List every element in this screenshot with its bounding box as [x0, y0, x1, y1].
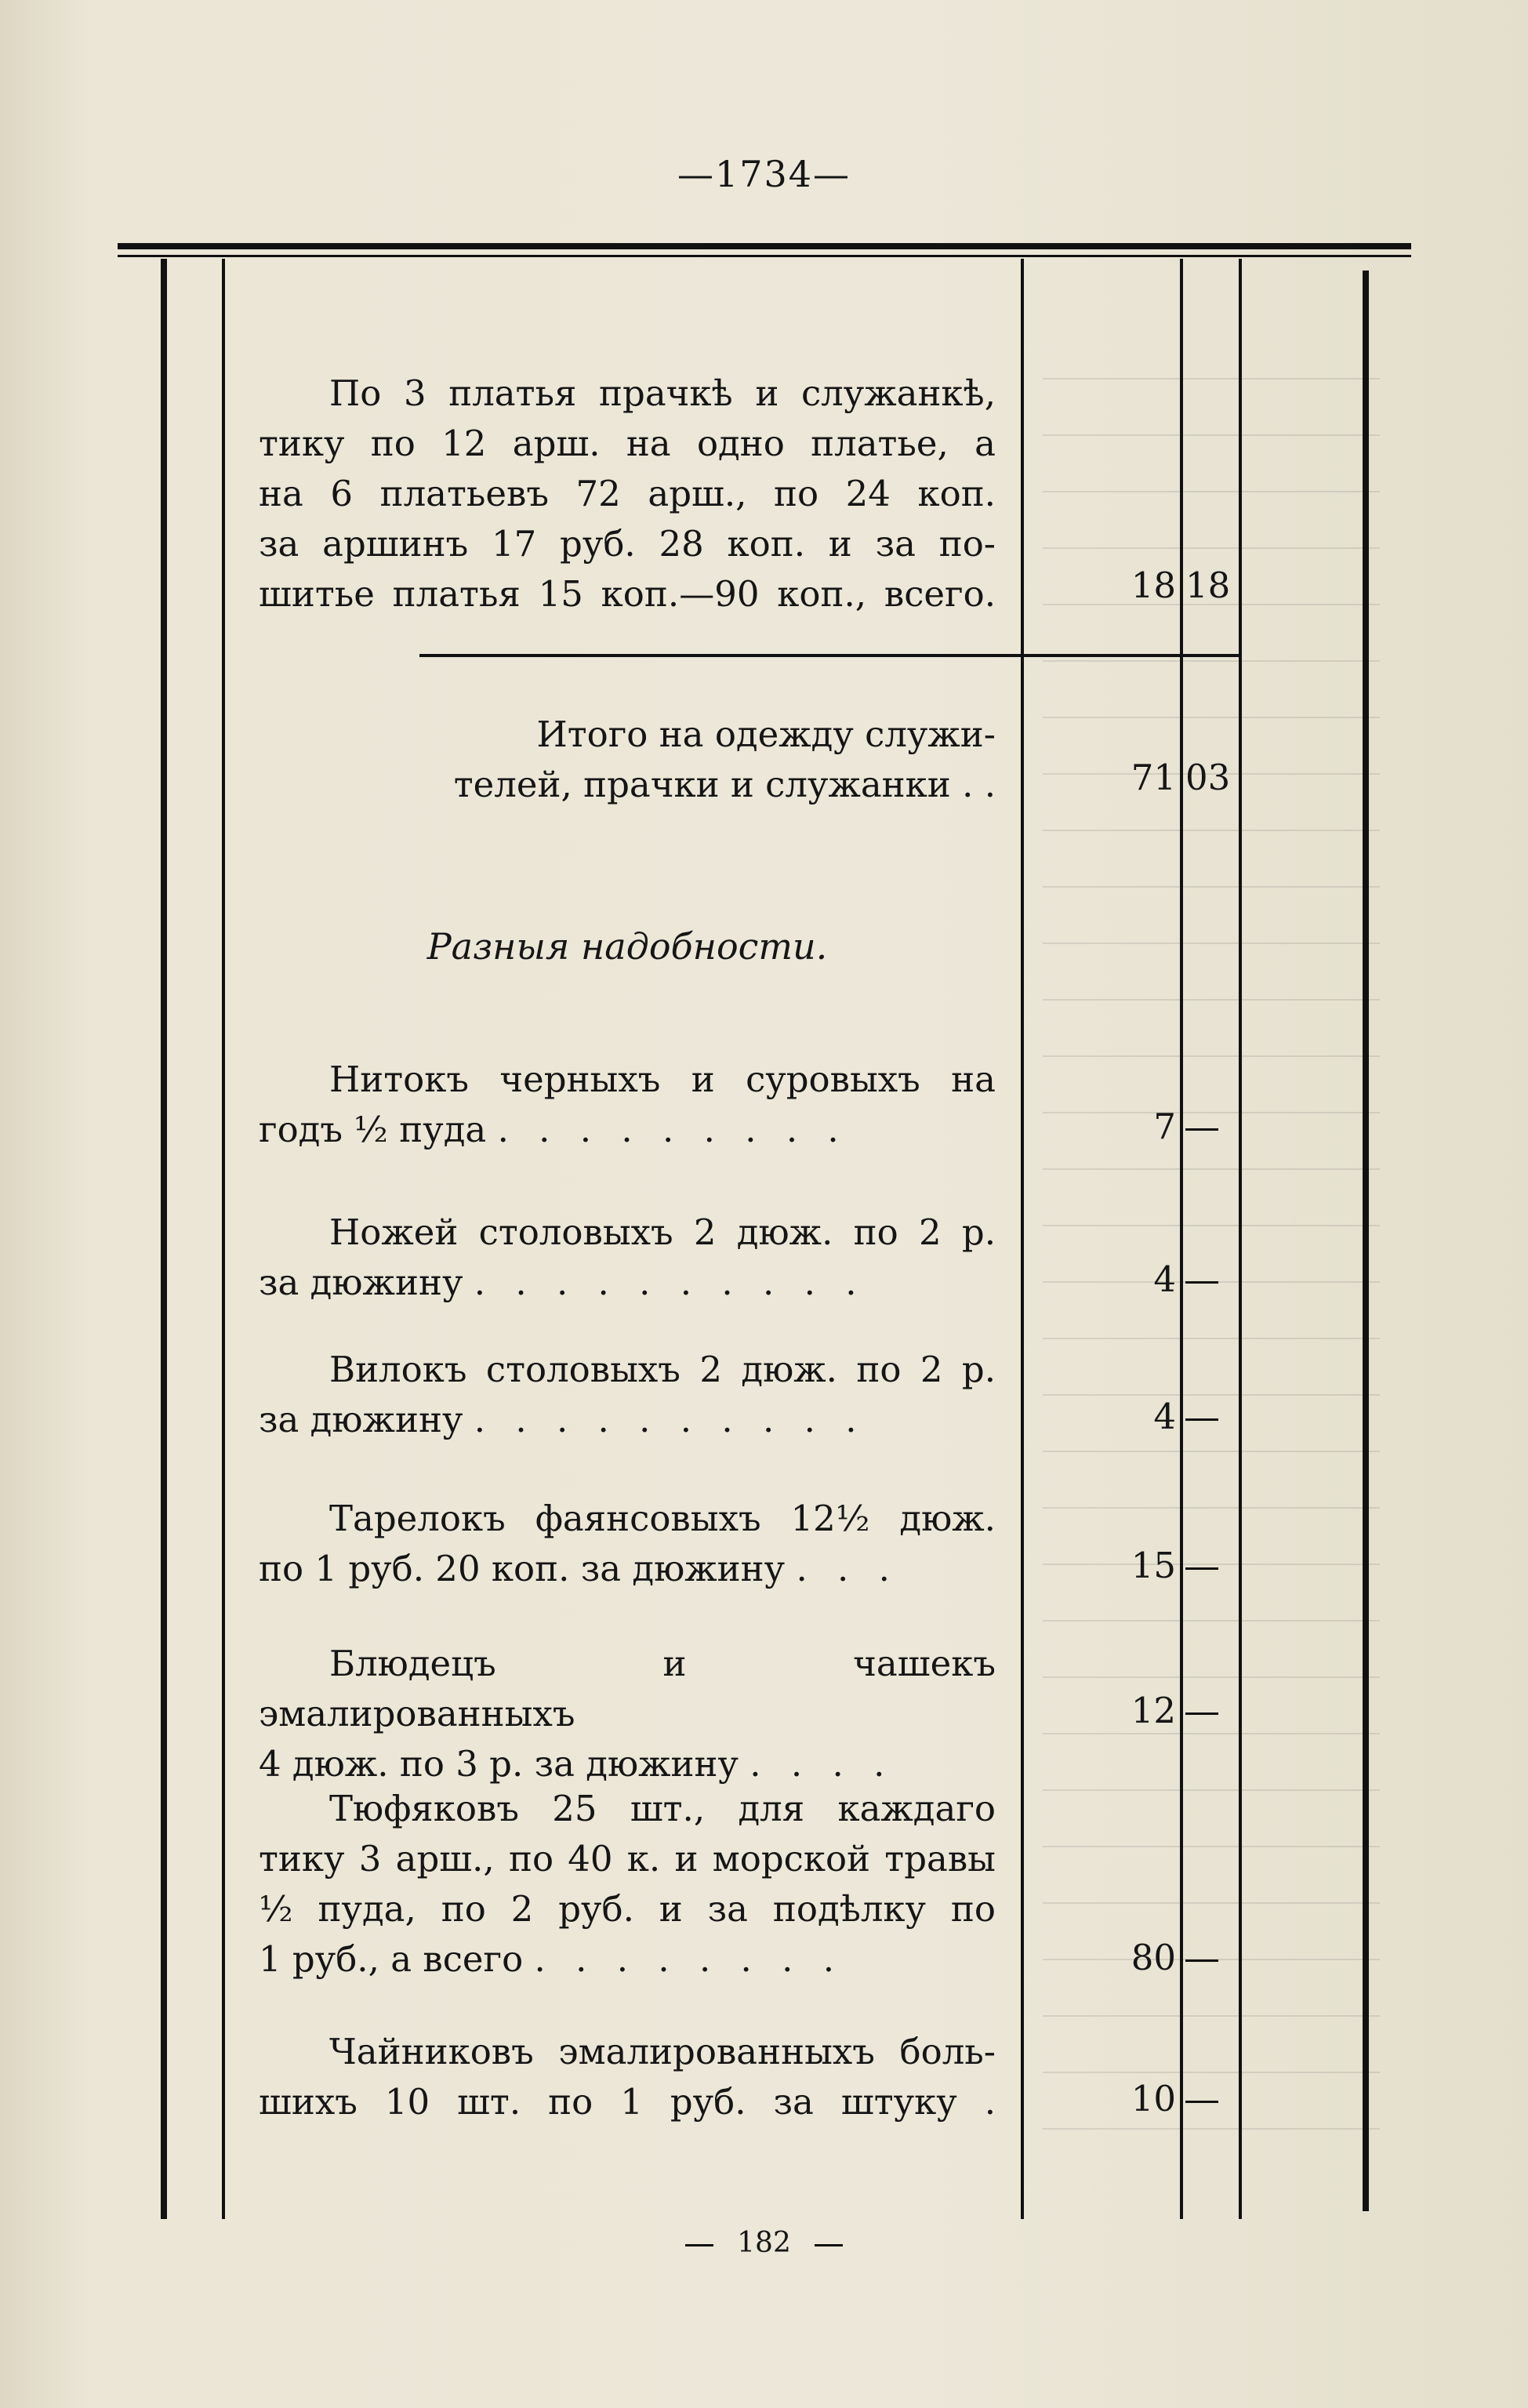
- total-kopecks: 03: [1185, 757, 1231, 798]
- item-rubles: 10: [1131, 2078, 1176, 2119]
- item-line: за дюжину . . . . . . . . . .: [259, 1399, 866, 1440]
- item-kopecks-dash: [1185, 2078, 1248, 2119]
- top-rule-thick: [118, 243, 1411, 249]
- page-footer: [0, 2227, 1528, 2259]
- item-thread: [259, 1055, 996, 1155]
- entry-line: на 6 платьевъ 72 арш., по 24 коп.: [259, 473, 996, 514]
- item-line: за дюжину . . . . . . . . . .: [259, 1262, 866, 1303]
- item-line: ½ пуда, по 2 руб. и за подѣлку по: [259, 1888, 996, 1930]
- clothing-entry: [259, 369, 996, 619]
- entry-line: тику по 12 арш. на одно платье, а: [259, 423, 996, 464]
- item-line: Вилокъ столовыхъ 2 дюж. по 2 р.: [329, 1349, 996, 1390]
- subtotal-rule: [419, 654, 1239, 657]
- item-kopecks-dash: [1185, 1937, 1248, 1978]
- footer-dash: [815, 2244, 843, 2246]
- amount-kopecks: 18: [1185, 565, 1231, 606]
- item-kettles: [259, 2027, 996, 2127]
- item-rubles: 15: [1131, 1545, 1176, 1586]
- item-kopecks-dash: [1185, 1690, 1248, 1731]
- page-number-footer: 182: [737, 2227, 791, 2259]
- entry-line: По 3 платья прачкѣ и служанкѣ,: [329, 372, 996, 414]
- item-line: Ножей столовыхъ 2 дюж. по 2 р.: [329, 1211, 996, 1253]
- item-line: 4 дюж. по 3 р. за дюжину . . . .: [259, 1743, 895, 1785]
- item-rubles: 12: [1131, 1690, 1176, 1731]
- item-mattresses: [259, 1784, 996, 1985]
- item-line: Тарелокъ фаянсовыхъ 12½ дюж.: [329, 1498, 996, 1539]
- footer-dash: [685, 2244, 713, 2246]
- left-border-thin: [222, 259, 225, 2219]
- total-line: телей, прачки и служанки . .: [453, 764, 996, 805]
- left-border-thick: [161, 259, 167, 2219]
- item-kopecks-dash: [1185, 1396, 1248, 1437]
- kop-column-rule: [1239, 259, 1242, 2219]
- total-line: Итого на одежду служи-: [536, 714, 996, 755]
- section-heading: Разныя надобности.: [426, 925, 828, 968]
- item-rubles: 7: [1153, 1106, 1176, 1147]
- item-line: Нитокъ черныхъ и суровыхъ на: [329, 1059, 996, 1100]
- amount-rubles: 18: [1131, 565, 1176, 606]
- item-kopecks-dash: [1185, 1545, 1248, 1586]
- item-saucers: [259, 1639, 996, 1789]
- rub-column-rule: [1021, 259, 1024, 2219]
- item-knives: [259, 1208, 996, 1308]
- item-rubles: 4: [1153, 1396, 1176, 1437]
- item-line: по 1 руб. 20 коп. за дюжину . . .: [259, 1548, 899, 1589]
- entry-line: шитье платья 15 коп.—90 коп., всего.: [259, 573, 996, 615]
- top-rule-thin: [118, 255, 1411, 257]
- item-forks: [259, 1345, 996, 1445]
- item-kopecks-dash: [1185, 1106, 1248, 1147]
- item-line: шихъ 10 шт. по 1 руб. за штуку .: [259, 2081, 996, 2123]
- right-border-thick: [1363, 271, 1369, 2211]
- item-rubles: 80: [1131, 1937, 1176, 1978]
- item-kopecks-dash: [1185, 1258, 1248, 1300]
- item-rubles: 4: [1153, 1258, 1176, 1300]
- total-rubles: 71: [1131, 757, 1176, 798]
- item-line: 1 руб., а всего . . . . . . . .: [259, 1938, 844, 1980]
- item-plates: [259, 1494, 996, 1594]
- item-line: Блюдецъ и чашекъ эмалированныхъ: [259, 1643, 996, 1734]
- item-line: годъ ½ пуда . . . . . . . . .: [259, 1109, 848, 1150]
- entry-line: за аршинъ 17 руб. 28 коп. и за по-: [259, 523, 996, 565]
- clothing-total: [259, 710, 996, 810]
- kop-divider-rule: [1180, 259, 1183, 2219]
- page-number-header: —1734—: [677, 153, 851, 195]
- item-line: Чайниковъ эмалированныхъ боль-: [329, 2031, 996, 2072]
- item-line: тику 3 арш., по 40 к. и морской травы: [259, 1838, 996, 1880]
- item-line: Тюфяковъ 25 шт., для каждаго: [329, 1788, 996, 1829]
